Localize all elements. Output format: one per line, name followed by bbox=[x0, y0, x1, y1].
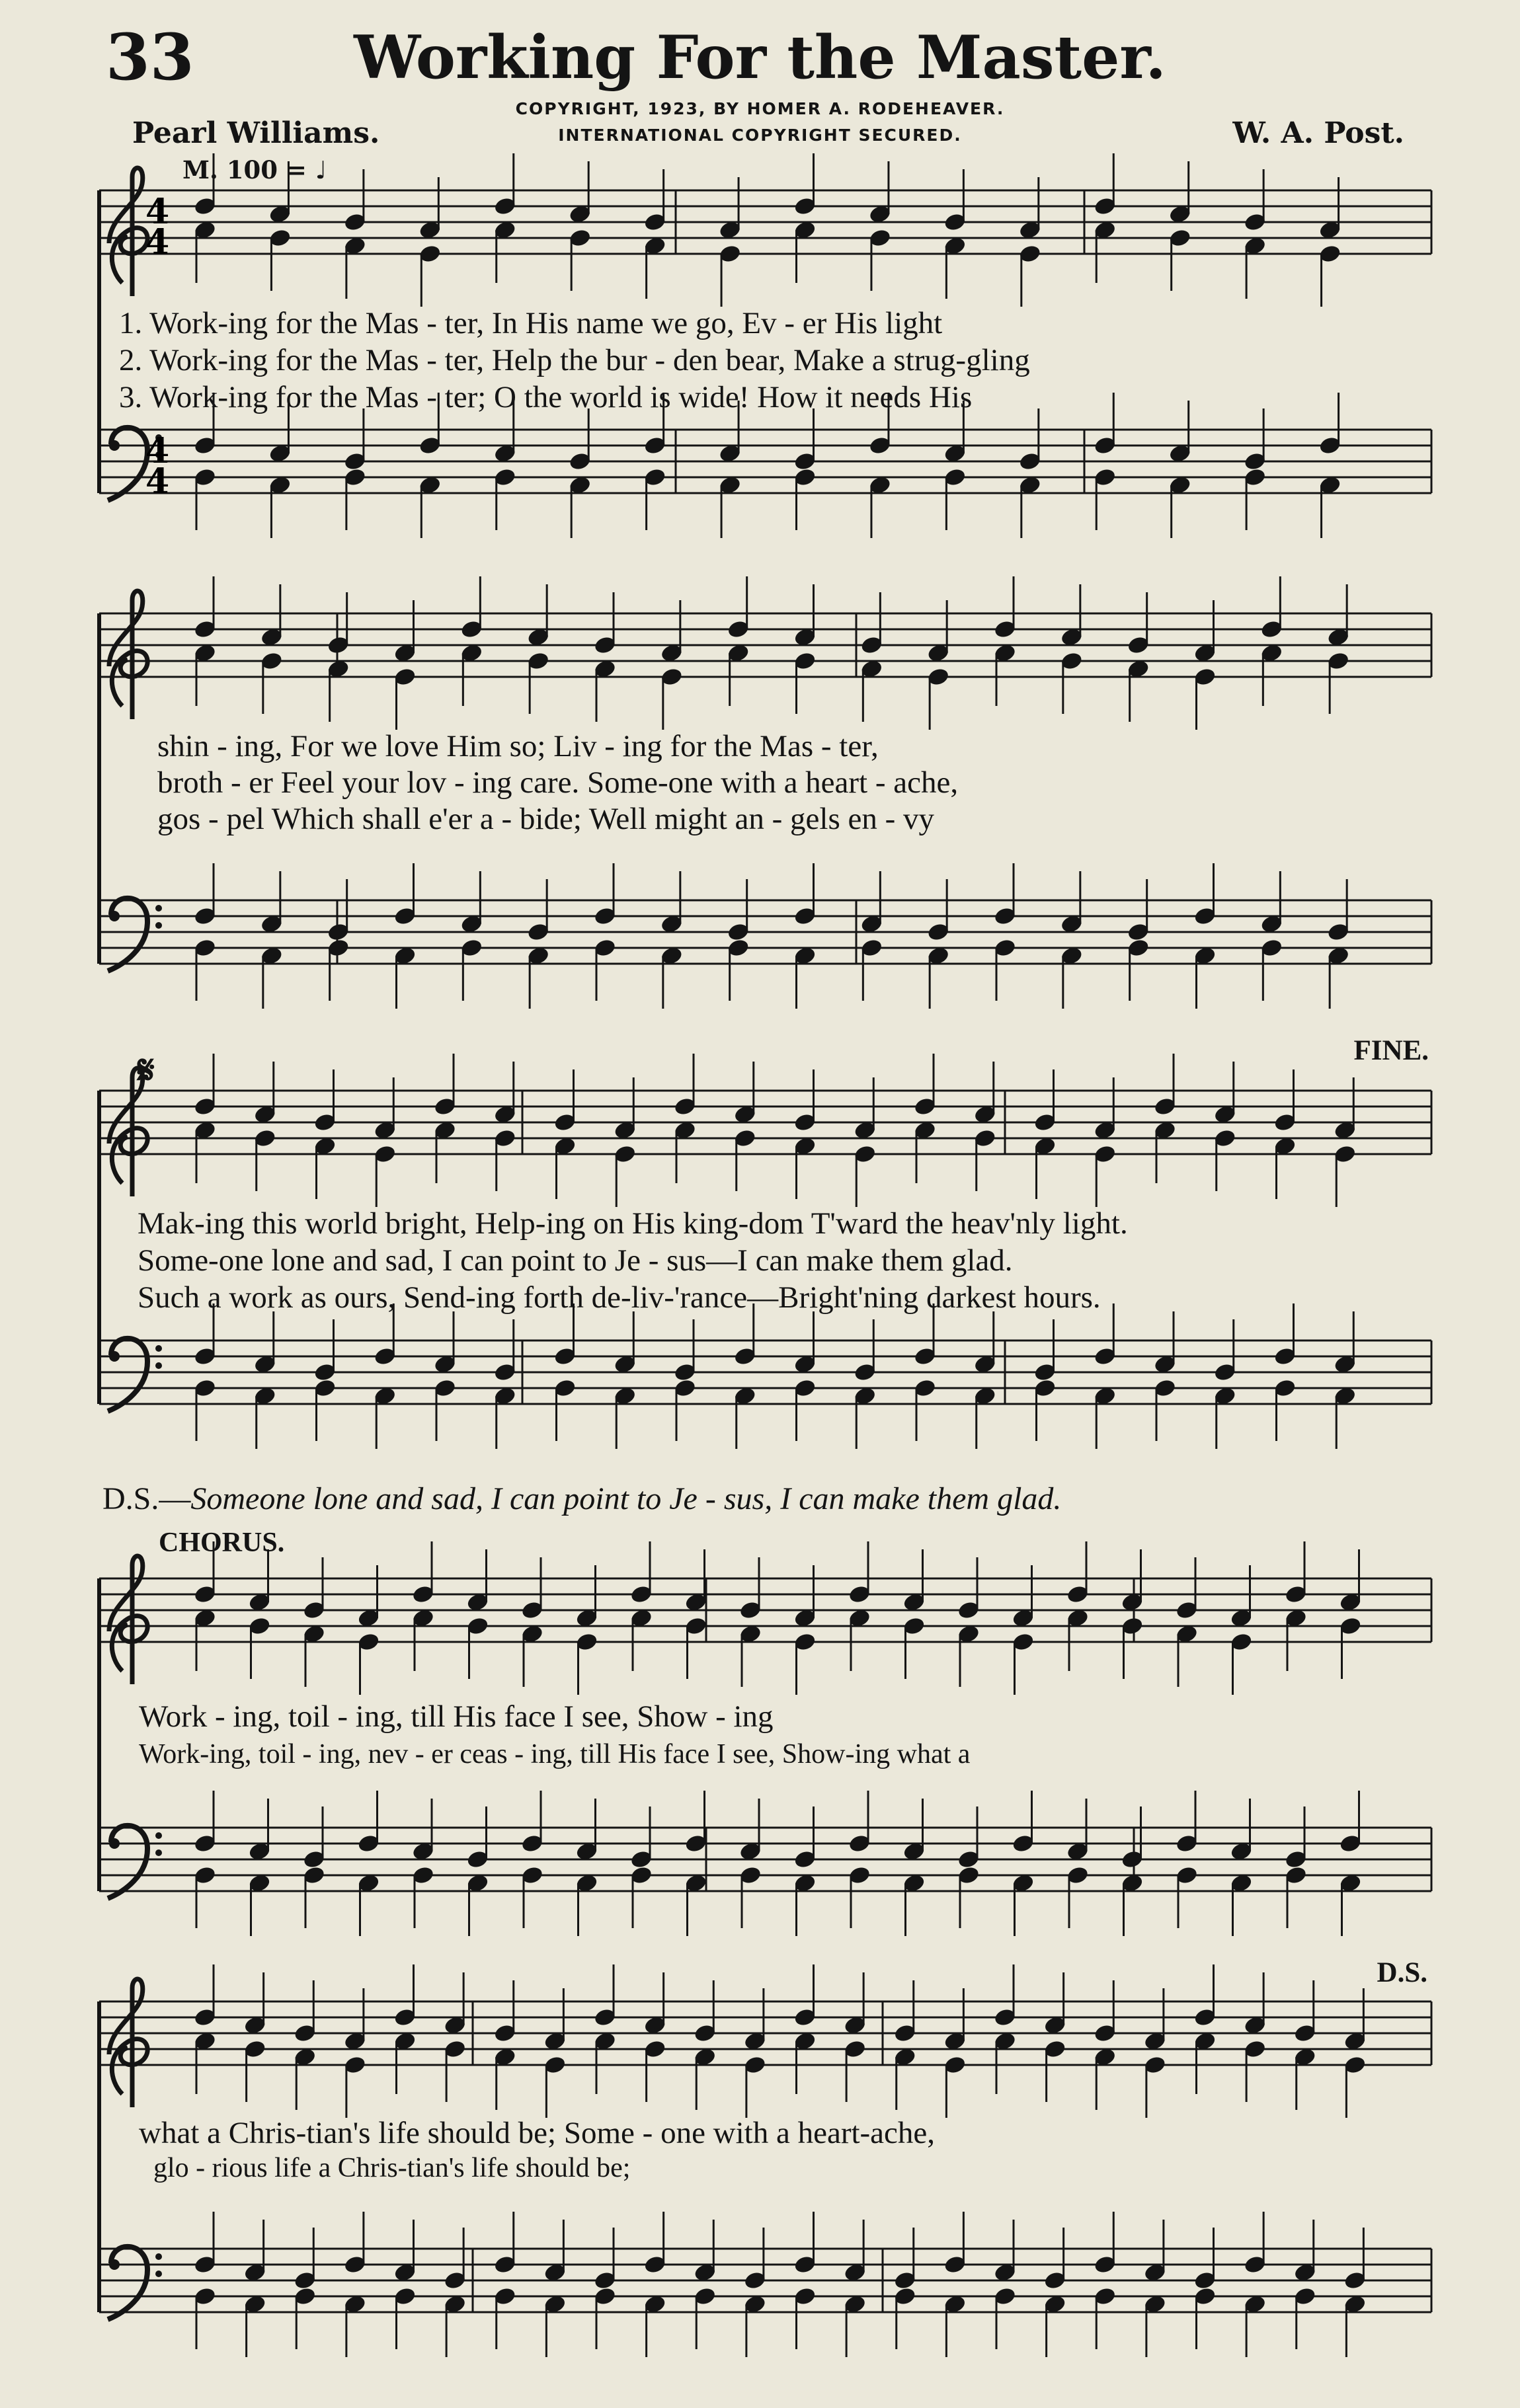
chorus-label: CHORUS. bbox=[159, 1528, 285, 1558]
ds-marking: D.S. bbox=[1377, 1957, 1427, 1988]
verse-2-lyric-line: 2. Work-ing for the Mas - ter, Help the bur - den bear, Make a strug-gling bbox=[119, 343, 1030, 377]
hymn-number: 33 bbox=[106, 20, 194, 95]
tempo-marking: M. 100 = ♩ bbox=[182, 155, 327, 184]
verse-2-lyric-line: broth - er Feel your lov - ing care. Some-one with a heart - ache, bbox=[157, 765, 959, 800]
copyright-line: INTERNATIONAL COPYRIGHT SECURED. bbox=[558, 126, 962, 145]
ds-text: Someone lone and sad, I can point to Je - sus, I can make them glad. bbox=[190, 1481, 1062, 1516]
copyright-line: COPYRIGHT, 1923, BY HOMER A. RODEHEAVER. bbox=[515, 99, 1005, 118]
final-lyric-line: glo - rious life a Chris-tian's life should be; bbox=[153, 2153, 631, 2183]
hymn-title: Working For the Master. bbox=[354, 22, 1166, 93]
lyricist-credit: Pearl Williams. bbox=[132, 116, 380, 150]
svg-text:4: 4 bbox=[145, 431, 170, 471]
composer-credit: W. A. Post. bbox=[1232, 116, 1404, 150]
svg-text:4: 4 bbox=[145, 222, 170, 262]
segno-sign: 𝄋 bbox=[138, 1048, 155, 1092]
svg-text:4: 4 bbox=[145, 461, 170, 502]
verse-3-lyric-line: 3. Work-ing for the Mas - ter; O the world is wide! How it needs His bbox=[119, 380, 973, 414]
final-lyric-line: what a Chris-tian's life should be; Some - one with a heart-ache, bbox=[139, 2116, 936, 2150]
verse-2-lyric-line: Some-one lone and sad, I can point to Je - sus—I can make them glad. bbox=[138, 1243, 1013, 1278]
verse-3-lyric-line: gos - pel Which shall e'er a - bide; Well might an - gels en - vy bbox=[157, 802, 935, 836]
dal-segno-lyric-line bbox=[102, 1481, 1061, 1517]
chorus-lyric-line: Work - ing, toil - ing, till His face I see, Show - ing bbox=[139, 1699, 774, 1734]
verse-1-lyric-line: shin - ing, For we love Him so; Liv - ing for the Mas - ter, bbox=[157, 729, 879, 763]
verse-1-lyric-line: Mak-ing this world bright, Help-ing on His king-dom T'ward the heav'nly light. bbox=[138, 1206, 1128, 1241]
fine-marking: FINE. bbox=[1353, 1035, 1429, 1066]
verse-3-lyric-line: Such a work as ours, Send-ing forth de-liv-'rance—Bright'ning darkest hours. bbox=[138, 1280, 1101, 1315]
ds-prefix: D.S.— bbox=[102, 1481, 191, 1516]
verse-1-lyric-line: 1. Work-ing for the Mas - ter, In His name we go, Ev - er His light bbox=[119, 306, 943, 340]
chorus-lyric-line: Work-ing, toil - ing, nev - er ceas - ing, till His face I see, Show-ing what a bbox=[139, 1739, 971, 1769]
svg-text:4: 4 bbox=[145, 192, 170, 232]
